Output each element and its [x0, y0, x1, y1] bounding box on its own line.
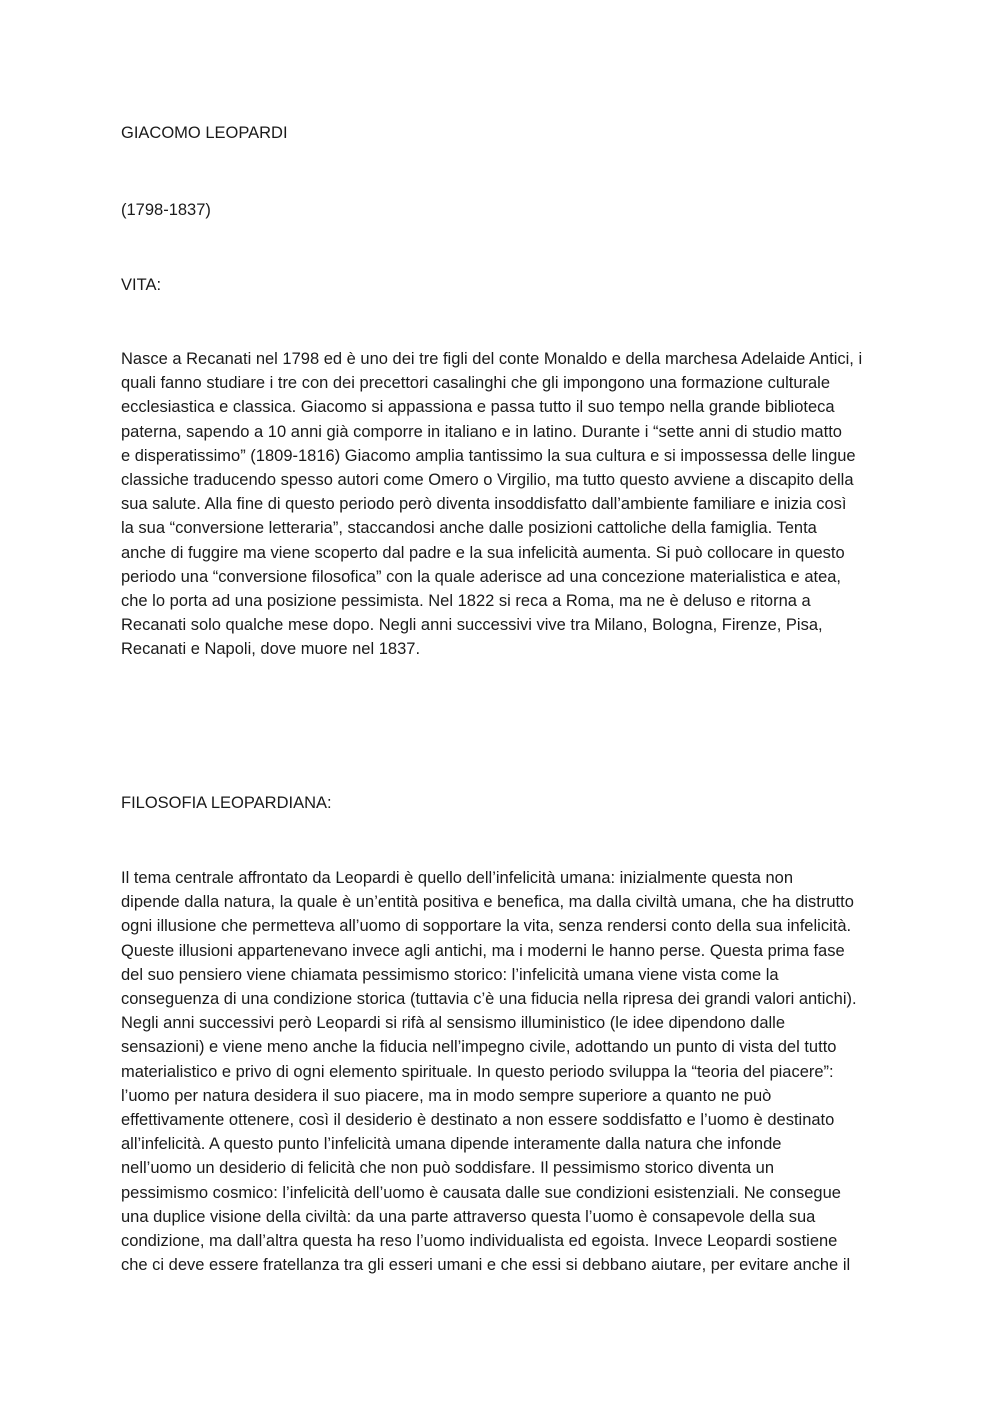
paragraph-line: ecclesiastica e classica. Giacomo si appassiona e passa tutto il suo tempo nella grande biblioteca: [121, 398, 835, 417]
paragraph-vita: [121, 347, 891, 662]
paragraph-line: anche di fuggire ma viene scoperto dal padre e la sua infelicità aumenta. Si può collocare in questo: [121, 543, 845, 562]
paragraph-line: periodo una “conversione filosofica” con la quale aderisce ad una concezione materialistica e atea,: [121, 567, 842, 586]
paragraph-line: effettivamente ottenere, così il desiderio è destinato a non essere soddisfatto e l’uomo è destinato: [121, 1111, 835, 1130]
paragraph-line: e disperatissimo” (1809-1816) Giacomo amplia tantissimo la sua cultura e si impossessa delle lingue: [121, 446, 856, 465]
paragraph-line: nell’uomo un desiderio di felicità che non può soddisfare. Il pessimismo storico diventa un: [121, 1159, 775, 1178]
paragraph-line: materialistico e privo di ogni elemento spirituale. In questo periodo sviluppa la “teoria del piacere”:: [121, 1062, 834, 1081]
section-heading-vita: VITA:: [121, 276, 162, 294]
paragraph-line: Nasce a Recanati nel 1798 ed è uno dei tre figli del conte Monaldo e della marchesa Adelaide Antici, i: [121, 350, 863, 368]
paragraph-line: che ci deve essere fratellanza tra gli esseri umani e che essi si debbano aiutare, per evitare anche il: [121, 1256, 851, 1275]
paragraph-line: Negli anni successivi però Leopardi si rifà al sensismo illuministico (le idee dipendono dalle: [121, 1014, 786, 1033]
paragraph-line: dipende dalla natura, la quale è un’entità positiva e benefica, ma dalla civiltà umana, che ha distrutto: [121, 893, 854, 912]
paragraph-line: del suo pensiero viene chiamata pessimismo storico: l’infelicità umana viene vista come la: [121, 965, 779, 984]
paragraph-line: Queste illusioni appartenevano invece agli antichi, ma i moderni le hanno perse. Questa prima fase: [121, 941, 845, 960]
paragraph-line: l’uomo per natura desidera il suo piacere, ma in modo sempre superiore a quanto ne può: [121, 1086, 772, 1105]
paragraph-line: paterna, sapendo a 10 anni già comporre in italiano e in latino. Durante i “sette anni di studio matto: [121, 422, 842, 441]
paragraph-filosofia: [121, 866, 891, 1277]
paragraph-line: conseguenza di una condizione storica (tuttavia c’è una fiducia nella ripresa dei grandi valori antichi).: [121, 990, 857, 1009]
paragraph-line: che lo porta ad una posizione pessimista. Nel 1822 si reca a Roma, ma ne è deluso e ritorna a: [121, 592, 811, 611]
paragraph-line: condizione, ma dall’altra questa ha reso l’uomo individualista ed egoista. Invece Leopardi sostiene: [121, 1232, 838, 1251]
section-heading-filosofia: FILOSOFIA LEOPARDIANA:: [121, 794, 332, 812]
document-title: GIACOMO LEOPARDI: [121, 124, 288, 142]
paragraph-line: la sua “conversione letteraria”, staccandosi anche dalle posizioni cattoliche della famiglia. Tenta: [121, 519, 817, 538]
paragraph-line: una duplice visione della civiltà: da una parte attraverso questa l’uomo è consapevole della sua: [121, 1207, 816, 1226]
life-dates: (1798-1837): [121, 201, 211, 219]
paragraph-line: sua salute. Alla fine di questo periodo però diventa insoddisfatto dall’ambiente familiare e inizia così: [121, 495, 847, 514]
paragraph-line: classiche traducendo spesso autori come Omero o Virgilio, ma tutto questo avviene a discapito della: [121, 471, 854, 490]
paragraph-line: all’infelicità. A questo punto l’infelicità umana dipende interamente dalla natura che infonde: [121, 1135, 782, 1154]
paragraph-line: sensazioni) e viene meno anche la fiducia nell’impegno civile, adottando un punto di vista del tutto: [121, 1038, 837, 1057]
paragraph-line: ogni illusione che permetteva all’uomo di sopportare la vita, senza rendersi conto della sua infelicità.: [121, 917, 852, 936]
paragraph-line: Recanati solo qualche mese dopo. Negli anni successivi vive tra Milano, Bologna, Firenze, Pisa,: [121, 616, 823, 635]
paragraph-line: Recanati e Napoli, dove muore nel 1837.: [121, 640, 421, 659]
paragraph-line: quali fanno studiare i tre con dei precettori casalinghi che gli impongono una formazione culturale: [121, 374, 831, 393]
paragraph-line: Il tema centrale affrontato da Leopardi è quello dell’infelicità umana: inizialmente questa non: [121, 869, 794, 887]
paragraph-line: pessimismo cosmico: l’infelicità dell’uomo è causata dalle sue condizioni esistenziali. Ne consegue: [121, 1183, 841, 1202]
